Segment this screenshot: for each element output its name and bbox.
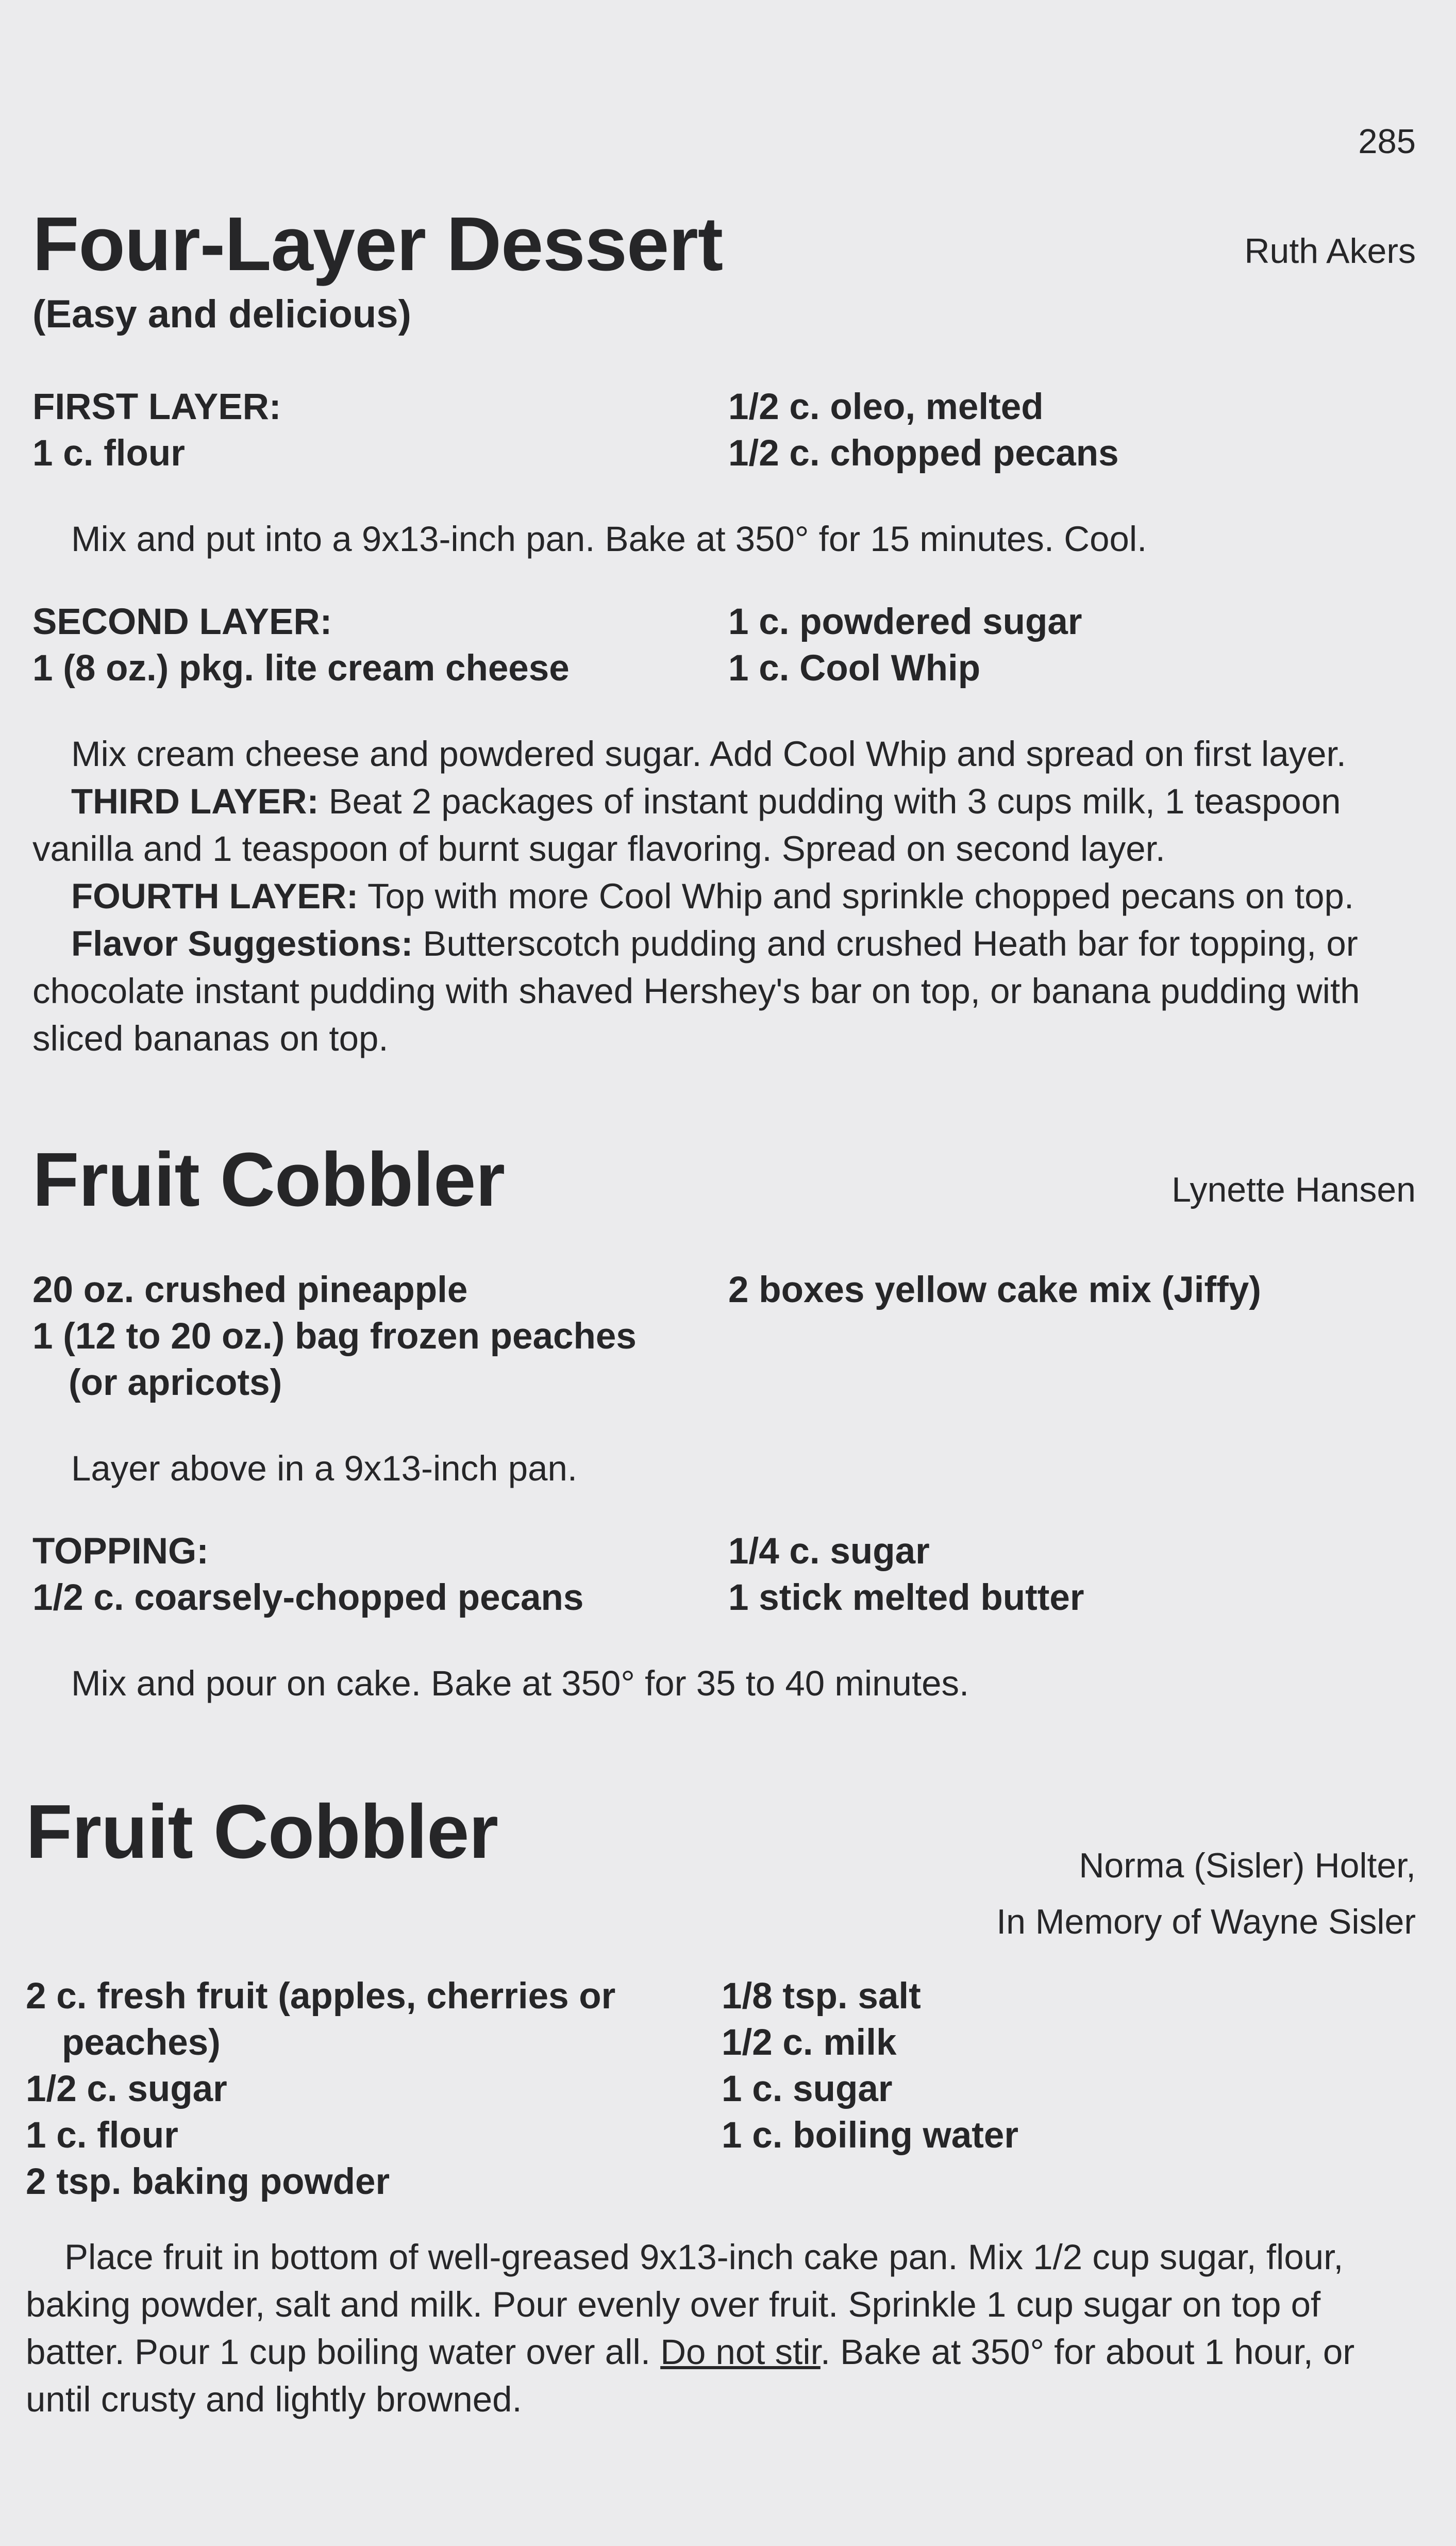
ingredient-line: 1/4 c. sugar <box>728 1531 930 1572</box>
ingredient-line: 20 oz. crushed pineapple <box>32 1270 468 1310</box>
ingredients <box>32 1267 1416 1406</box>
fourth-layer-paragraph <box>32 873 1416 920</box>
ingredient-line: 1/2 c. chopped pecans <box>728 433 1119 474</box>
ingredient-line: 1 c. flour <box>32 433 185 474</box>
ingredient-line: 1 c. sugar <box>722 2068 893 2109</box>
ingredients-topping <box>32 1528 1416 1621</box>
ingredient-line: FIRST LAYER: <box>32 387 281 427</box>
ingredient-line: 2 boxes yellow cake mix (Jiffy) <box>728 1270 1261 1310</box>
page-number: 285 <box>1358 122 1416 161</box>
ingredient-line: SECOND LAYER: <box>32 602 332 642</box>
recipe-fruit-cobbler-1 <box>32 1137 1416 1707</box>
recipe-title: Fruit Cobbler <box>32 1137 505 1222</box>
fourth-layer-label: FOURTH LAYER: <box>71 876 359 916</box>
author-line: In Memory of Wayne Sisler <box>996 1902 1416 1941</box>
recipe-title: Fruit Cobbler <box>26 1789 498 1874</box>
recipe-subtitle: (Easy and delicious) <box>32 292 411 336</box>
flavor-text: Butterscotch pudding and crushed Heath bar for topping, or chocolate instant pudding with shaved Hershey's bar on top, or banana pudding with sliced bananas on top. <box>32 924 1360 1058</box>
instructions <box>26 2234 1416 2423</box>
instructions-text: . Bake at 350° for about 1 hour, or until crusty and lightly browned. <box>26 2332 1355 2419</box>
recipe-header <box>32 202 1416 287</box>
ingredient-line: (or apricots) <box>69 1362 282 1403</box>
instructions: Layer above in a 9x13-inch pan. <box>71 1449 578 1488</box>
flavor-paragraph <box>32 920 1416 1062</box>
ingredient-line: 1 (8 oz.) pkg. lite cream cheese <box>32 648 570 689</box>
ingredient-line: 1 stick melted butter <box>728 1577 1084 1618</box>
recipe-fruit-cobbler-2 <box>26 1789 1416 2423</box>
ingredient-line: 2 c. fresh fruit (apples, cherries or <box>26 1975 616 2017</box>
recipe-author: Ruth Akers <box>1244 231 1416 271</box>
instructions: Mix and pour on cake. Bake at 350° for 35 to 40 minutes. <box>71 1663 969 1703</box>
instructions-text: Place fruit in bottom of well-greased 9x13-inch cake pan. Mix 1/2 cup sugar, flour, baking powder, salt and milk. Pour evenly over fruit. Sprinkle 1 cup sugar on top of batter. Pour 1 cup boiling water over all. <box>26 2237 1344 2372</box>
ingredient-line: 1 c. flour <box>26 2115 178 2156</box>
ingredient-line: 1/2 c. sugar <box>26 2068 227 2109</box>
recipe-header <box>26 1789 1416 1950</box>
recipe-title: Four-Layer Dessert <box>32 202 723 287</box>
ingredient-line: 1 c. boiling water <box>722 2115 1019 2156</box>
ingredient-line: 1/2 c. oleo, melted <box>728 387 1044 427</box>
ingredient-line: 2 tsp. baking powder <box>26 2161 390 2202</box>
ingredients-second-layer <box>32 599 1416 692</box>
ingredient-line: 1 (12 to 20 oz.) bag frozen peaches <box>32 1316 637 1357</box>
instructions: Mix cream cheese and powdered sugar. Add Cool Whip and spread on first layer. <box>71 734 1346 774</box>
ingredient-line: peaches) <box>62 2022 221 2063</box>
ingredient-line: 1/2 c. milk <box>722 2022 897 2063</box>
ingredient-line: TOPPING: <box>32 1531 209 1572</box>
recipe-four-layer-dessert <box>32 202 1416 1062</box>
flavor-label: Flavor Suggestions: <box>71 924 413 963</box>
ingredients-first-layer <box>32 384 1416 477</box>
ingredient-line: 1 c. Cool Whip <box>728 648 981 689</box>
third-layer-label: THIRD LAYER: <box>71 781 319 821</box>
recipe-header <box>32 1137 1416 1222</box>
recipe-author: Lynette Hansen <box>1172 1170 1416 1210</box>
ingredients <box>26 1973 1416 2205</box>
recipe-author <box>996 1838 1416 1950</box>
third-layer-text: Beat 2 packages of instant pudding with 3 cups milk, 1 teaspoon vanilla and 1 teaspoon of burnt sugar flavoring. Spread on second layer. <box>32 781 1341 869</box>
author-line: Norma (Sisler) Holter, <box>1079 1846 1416 1885</box>
fourth-layer-text: Top with more Cool Whip and sprinkle chopped pecans on top. <box>358 876 1354 916</box>
instructions: Mix and put into a 9x13-inch pan. Bake at 350° for 15 minutes. Cool. <box>71 519 1147 559</box>
ingredient-line: 1 c. powdered sugar <box>728 602 1082 642</box>
third-layer-paragraph <box>32 778 1416 873</box>
ingredient-line: 1/2 c. coarsely-chopped pecans <box>32 1577 584 1618</box>
do-not-stir-emphasis: Do not stir <box>660 2332 821 2372</box>
ingredient-line: 1/8 tsp. salt <box>722 1975 921 2017</box>
